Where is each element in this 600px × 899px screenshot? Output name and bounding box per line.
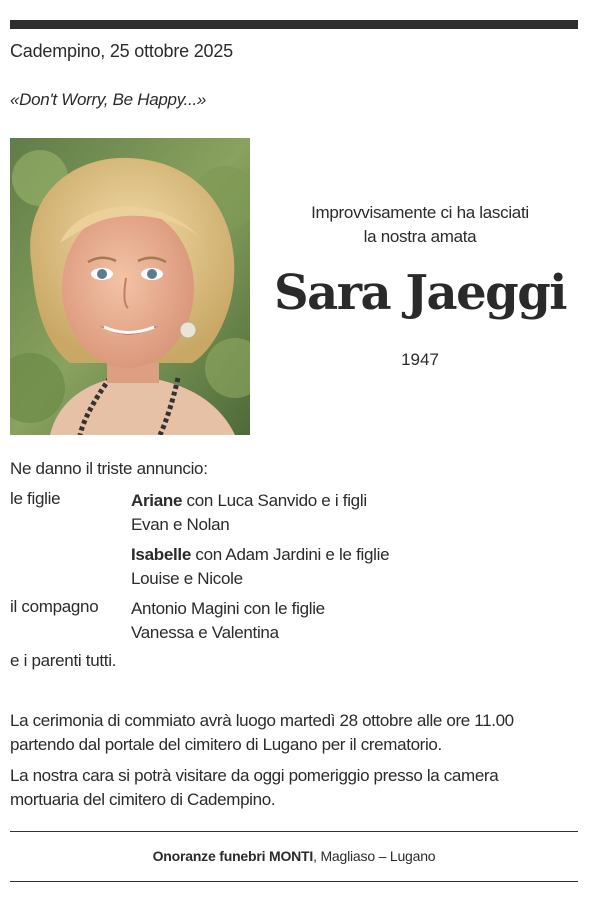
funeral-home-footer xyxy=(10,848,578,864)
visit-paragraph xyxy=(10,764,585,812)
visit-line-1: La nostra cara si potrà visitare da oggi pomeriggio presso la camera xyxy=(10,766,499,785)
relative-detail: con Adam Jardini e le figlie xyxy=(190,545,390,564)
relative-entry-ariane xyxy=(131,489,367,537)
closing-line: e i parenti tutti. xyxy=(10,651,117,670)
birth-year: 1947 xyxy=(401,350,439,369)
top-rule xyxy=(10,20,578,29)
visit-line-2: mortuaria del cimitero di Cadempino. xyxy=(10,790,276,809)
footer-top-rule xyxy=(10,831,578,832)
relation-label-partner: il compagno xyxy=(10,597,99,616)
relative-detail: con Luca Sanvido e i figli xyxy=(182,491,367,510)
portrait-photo xyxy=(10,138,250,435)
intro-line-1: Improvvisamente ci ha lasciati xyxy=(311,203,529,222)
relative-children: Louise e Nicole xyxy=(131,569,243,588)
intro-text xyxy=(260,201,580,249)
ceremony-line-1: La cerimonia di commiato avrà luogo martedì 28 ottobre alle ore 11.00 xyxy=(10,711,514,730)
funeral-home-name: Onoranze funebri MONTI xyxy=(152,848,314,864)
relative-entry-antonio xyxy=(131,597,325,645)
relative-detail: Antonio Magini con le figlie xyxy=(131,599,325,618)
relative-children: Evan e Nolan xyxy=(131,515,230,534)
footer-bottom-rule xyxy=(10,881,578,882)
quote: «Don't Worry, Be Happy...» xyxy=(10,90,207,109)
relative-name: Ariane xyxy=(131,491,183,510)
funeral-home-location: , Magliaso – Lugano xyxy=(313,848,436,864)
ceremony-line-2: partendo dal portale del cimitero di Lugano per il crematorio. xyxy=(10,735,442,754)
intro-line-2: la nostra amata xyxy=(363,227,477,246)
dateline: Cadempino, 25 ottobre 2025 xyxy=(10,41,233,61)
relative-children: Vanessa e Valentina xyxy=(131,623,279,642)
announcement-heading: Ne danno il triste annuncio: xyxy=(10,459,208,478)
relative-entry-isabelle xyxy=(131,543,389,591)
relative-name: Isabelle xyxy=(131,545,191,564)
relation-label-daughters: le figlie xyxy=(10,489,61,508)
deceased-name: Sara Jaeggi xyxy=(273,265,567,321)
ceremony-paragraph xyxy=(10,709,585,757)
